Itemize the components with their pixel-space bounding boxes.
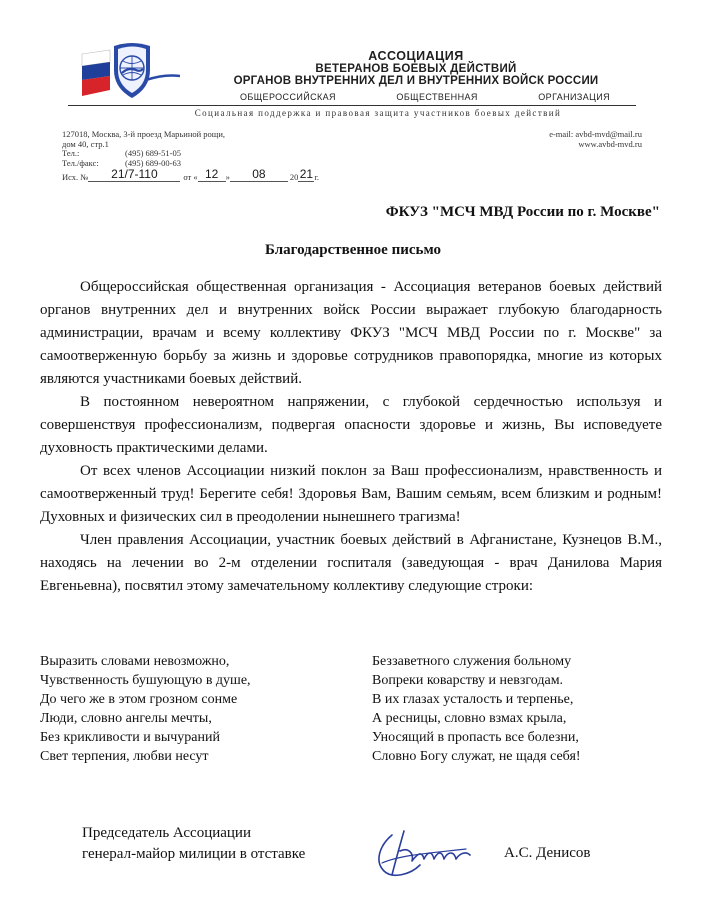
poem-column-left (40, 652, 251, 766)
org-name-line1: АССОЦИАЦИЯ (368, 49, 464, 63)
poem-column-right (372, 652, 581, 766)
email: e-mail: avbd-mvd@mail.ru (549, 129, 642, 139)
signatory-name: А.С. Денисов (504, 845, 591, 861)
outgoing-number: 21/7-110 (88, 168, 180, 182)
date-month: 08 (230, 168, 288, 182)
signatory-position (82, 823, 305, 865)
address-line: 127018, Москва, 3-й проезд Марьиной рощи, (62, 129, 226, 139)
org-name-line2: ВЕТЕРАНОВ БОЕВЫХ ДЕЙСТВИЙ (315, 63, 517, 75)
poem-line: Словно Богу служат, не щадя себя! (372, 749, 581, 764)
date-year-end: г. (314, 172, 320, 182)
poem-line: Вопреки коварству и невзгодам. (372, 673, 564, 688)
fax-number: (495) 689-00-63 (125, 157, 181, 168)
association-emblem-icon (80, 40, 180, 106)
poem-line: Без крикливости и вычураний (40, 730, 220, 745)
org-name-line3: ОРГАНОВ ВНУТРЕННИХ ДЕЛ И ВНУТРЕННИХ ВОЙСК РОССИИ (233, 75, 599, 87)
date-quote: » (225, 172, 230, 182)
address-line: дом 40, стр.1 (62, 138, 109, 149)
phone-label: Тел.: (62, 148, 80, 158)
poem-line: В их глазах усталость и терпенье, (372, 692, 574, 707)
letterhead (0, 0, 706, 200)
organization-type (240, 92, 610, 102)
poem-line: Выразить словами невозможно, (40, 654, 230, 669)
org-type-word: ОБЩЕСТВЕННАЯ (396, 92, 478, 102)
org-type-word: ОРГАНИЗАЦИЯ (538, 92, 610, 102)
position-line: генерал-майор милиции в отставке (82, 846, 306, 862)
slogan: Социальная поддержка и правовая защита участников боевых действий (194, 108, 562, 118)
date-label: от « (183, 172, 198, 182)
letter-body (40, 276, 662, 598)
poem-line: Беззаветного служения больному (372, 654, 572, 669)
paragraph: Член правления Ассоциации, участник боевых действий в Афганистане, Кузнецов В.М., находясь на лечении во 2-м отделении госпиталя (заведующая - врач Данилова Мария Евгеньевна), посвятил этому замечательному коллективу следующие строки: (40, 532, 662, 594)
handwritten-signature-icon (370, 825, 490, 883)
date-year-prefix: 20 (289, 172, 299, 182)
outgoing-label: Исх. № (62, 172, 89, 182)
date-day: 12 (198, 168, 226, 182)
poem-line: Свет терпения, любви несут (40, 749, 209, 764)
poem-line: А ресницы, словно взмах крыла, (372, 711, 567, 726)
fax-label: Тел./факс: (62, 157, 99, 168)
website: www.avbd-mvd.ru (578, 138, 642, 149)
poem-line: Люди, словно ангелы мечты, (40, 711, 212, 726)
letter-title: Благодарственное письмо (265, 242, 441, 258)
org-type-word: ОБЩЕРОССИЙСКАЯ (240, 92, 336, 102)
paragraph: В постоянном невероятном напряжении, с глубокой сердечностью используя и совершенствуя профессионализм, подвергая опасности здоровье и жизнь, Вы исповедуете духовность практическими делами. (40, 394, 662, 456)
organization-name (196, 50, 636, 87)
recipient: ФКУЗ "МСЧ МВД России по г. Москве" (385, 204, 660, 220)
paragraph: Общероссийская общественная организация - Ассоциация ветеранов боевых действий органов внутренних дел и внутренних войск России выражает глубокую благодарность администрации, врачам и всему коллективу ФКУЗ "МСЧ МВД России по г. Москве" за самоотверженную борьбу за жизнь и здоровье сотрудников правопорядка, многие из которых являются участниками боевых действий. (40, 279, 662, 387)
date-year-suffix: 21 (299, 167, 314, 181)
poem-line: До чего же в этом грозном сонме (40, 692, 238, 707)
outgoing-number-line (62, 168, 319, 182)
paragraph: От всех членов Ассоциации низкий поклон за Ваш профессионализм, нравственность и самоотверженный труд! Берегите себя! Здоровья Вам, Вашим семьям, всем близким и родным! Духовных и физических сил в преодолении нынешнего трагизма! (40, 463, 662, 525)
poem-line: Чувственность бушующую в душе, (40, 673, 251, 688)
phone-number: (495) 689-51-05 (125, 148, 181, 158)
poem-line: Уносящий в пропасть все болезни, (372, 730, 579, 745)
position-line: Председатель Ассоциации (82, 825, 251, 841)
address-block (62, 130, 225, 168)
online-contacts (549, 130, 642, 149)
